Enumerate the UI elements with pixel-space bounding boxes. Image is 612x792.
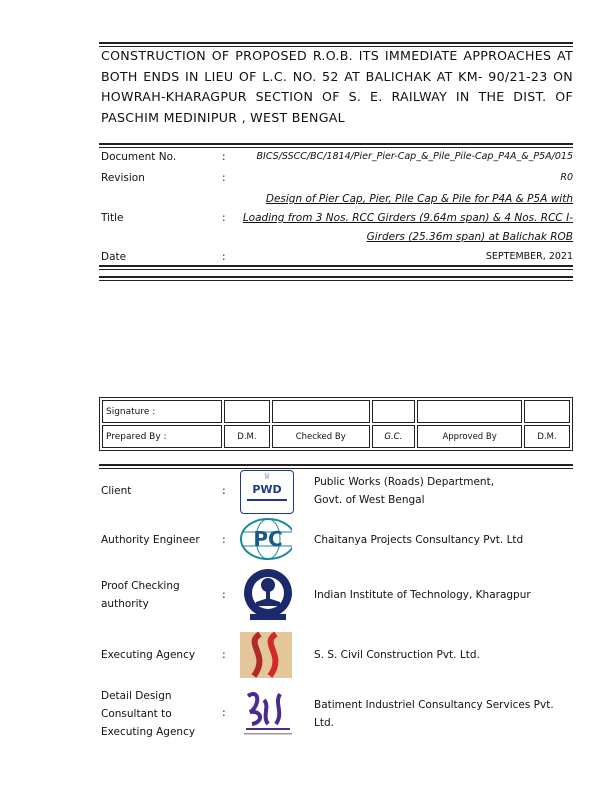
colon: :	[222, 212, 226, 224]
rule	[99, 464, 573, 469]
revision-label: Revision	[101, 172, 145, 184]
party-label: Executing Agency	[101, 649, 196, 661]
colon: :	[222, 251, 226, 263]
prepared-by-value: D.M.	[224, 425, 270, 448]
colon: :	[222, 648, 226, 661]
party-text: Indian Institute of Technology, Kharagpur	[314, 589, 531, 601]
party-label: Authority Engineer	[101, 534, 200, 546]
project-heading: CONSTRUCTION OF PROPOSED R.O.B. ITS IMMEDIATE APPROACHES AT BOTH ENDS IN LIEU OF L.C. NO. 52 AT BALICHAK AT KM- 90/21-23 ON HOWRAH-KHARAGPUR SECTION OF S. E. RAILWAY IN THE DIST. OF PASCHIM MEDINIPUR , WEST BENGAL	[101, 48, 573, 125]
approved-by-label: Approved By	[417, 425, 522, 448]
iit-kgp-logo	[240, 568, 292, 622]
colon: :	[222, 533, 226, 546]
colon: :	[222, 706, 226, 719]
bics-logo	[240, 686, 292, 738]
signature-cell	[272, 400, 370, 423]
rule	[99, 276, 573, 281]
colon: :	[222, 484, 226, 497]
title-line-2: Loading from 3 Nos. RCC Girders (9.64m span) & 4 Nos. RCC I-	[242, 212, 573, 224]
cpc-logo	[240, 518, 292, 560]
signature-label: Signature :	[102, 400, 222, 423]
party-label: Detail Design Consultant to Executing Agency	[101, 690, 196, 738]
colon: :	[222, 151, 226, 163]
party-text: Public Works (Roads) Department, Govt. of West Bengal	[314, 476, 495, 506]
date-label: Date	[101, 251, 127, 263]
doc-no-value: BICS/SSCC/BC/1814/Pier_Pier-Cap_&_Pile_Pile-Cap_P4A_&_P5A/015	[256, 151, 573, 162]
svg-text:PC: PC	[253, 527, 283, 551]
party-text: Batiment Industriel Consultancy Services Pvt. Ltd.	[314, 699, 554, 729]
signature-cell	[417, 400, 522, 423]
rule	[99, 265, 573, 270]
date-value: SEPTEMBER, 2021	[485, 251, 573, 262]
checked-by-label: Checked By	[272, 425, 370, 448]
doc-no-label: Document No.	[101, 151, 177, 163]
colon: :	[222, 588, 226, 601]
prepared-by-label: Prepared By :	[102, 425, 222, 448]
revision-value: R0	[560, 172, 573, 183]
approved-by-value: D.M.	[524, 425, 570, 448]
party-label: Proof Checking authority	[101, 580, 180, 610]
title-line-1: Design of Pier Cap, Pier, Pile Cap & Pile for P4A & P5A with	[265, 193, 573, 205]
party-label: Client	[101, 485, 132, 497]
ss-civil-logo	[240, 632, 292, 678]
title-label: Title	[101, 212, 124, 224]
signature-table	[99, 397, 573, 451]
party-text: S. S. Civil Construction Pvt. Ltd.	[314, 649, 480, 661]
signature-cell	[524, 400, 570, 423]
title-line-3: Girders (25.36m span) at Balichak ROB	[366, 231, 573, 243]
checked-by-value: G.C.	[372, 425, 416, 448]
pwd-logo: ♕ PWD	[240, 470, 294, 514]
signature-cell	[372, 400, 416, 423]
signature-cell	[224, 400, 270, 423]
rule	[99, 143, 573, 148]
colon: :	[222, 172, 226, 184]
party-text: Chaitanya Projects Consultancy Pvt. Ltd	[314, 534, 524, 546]
